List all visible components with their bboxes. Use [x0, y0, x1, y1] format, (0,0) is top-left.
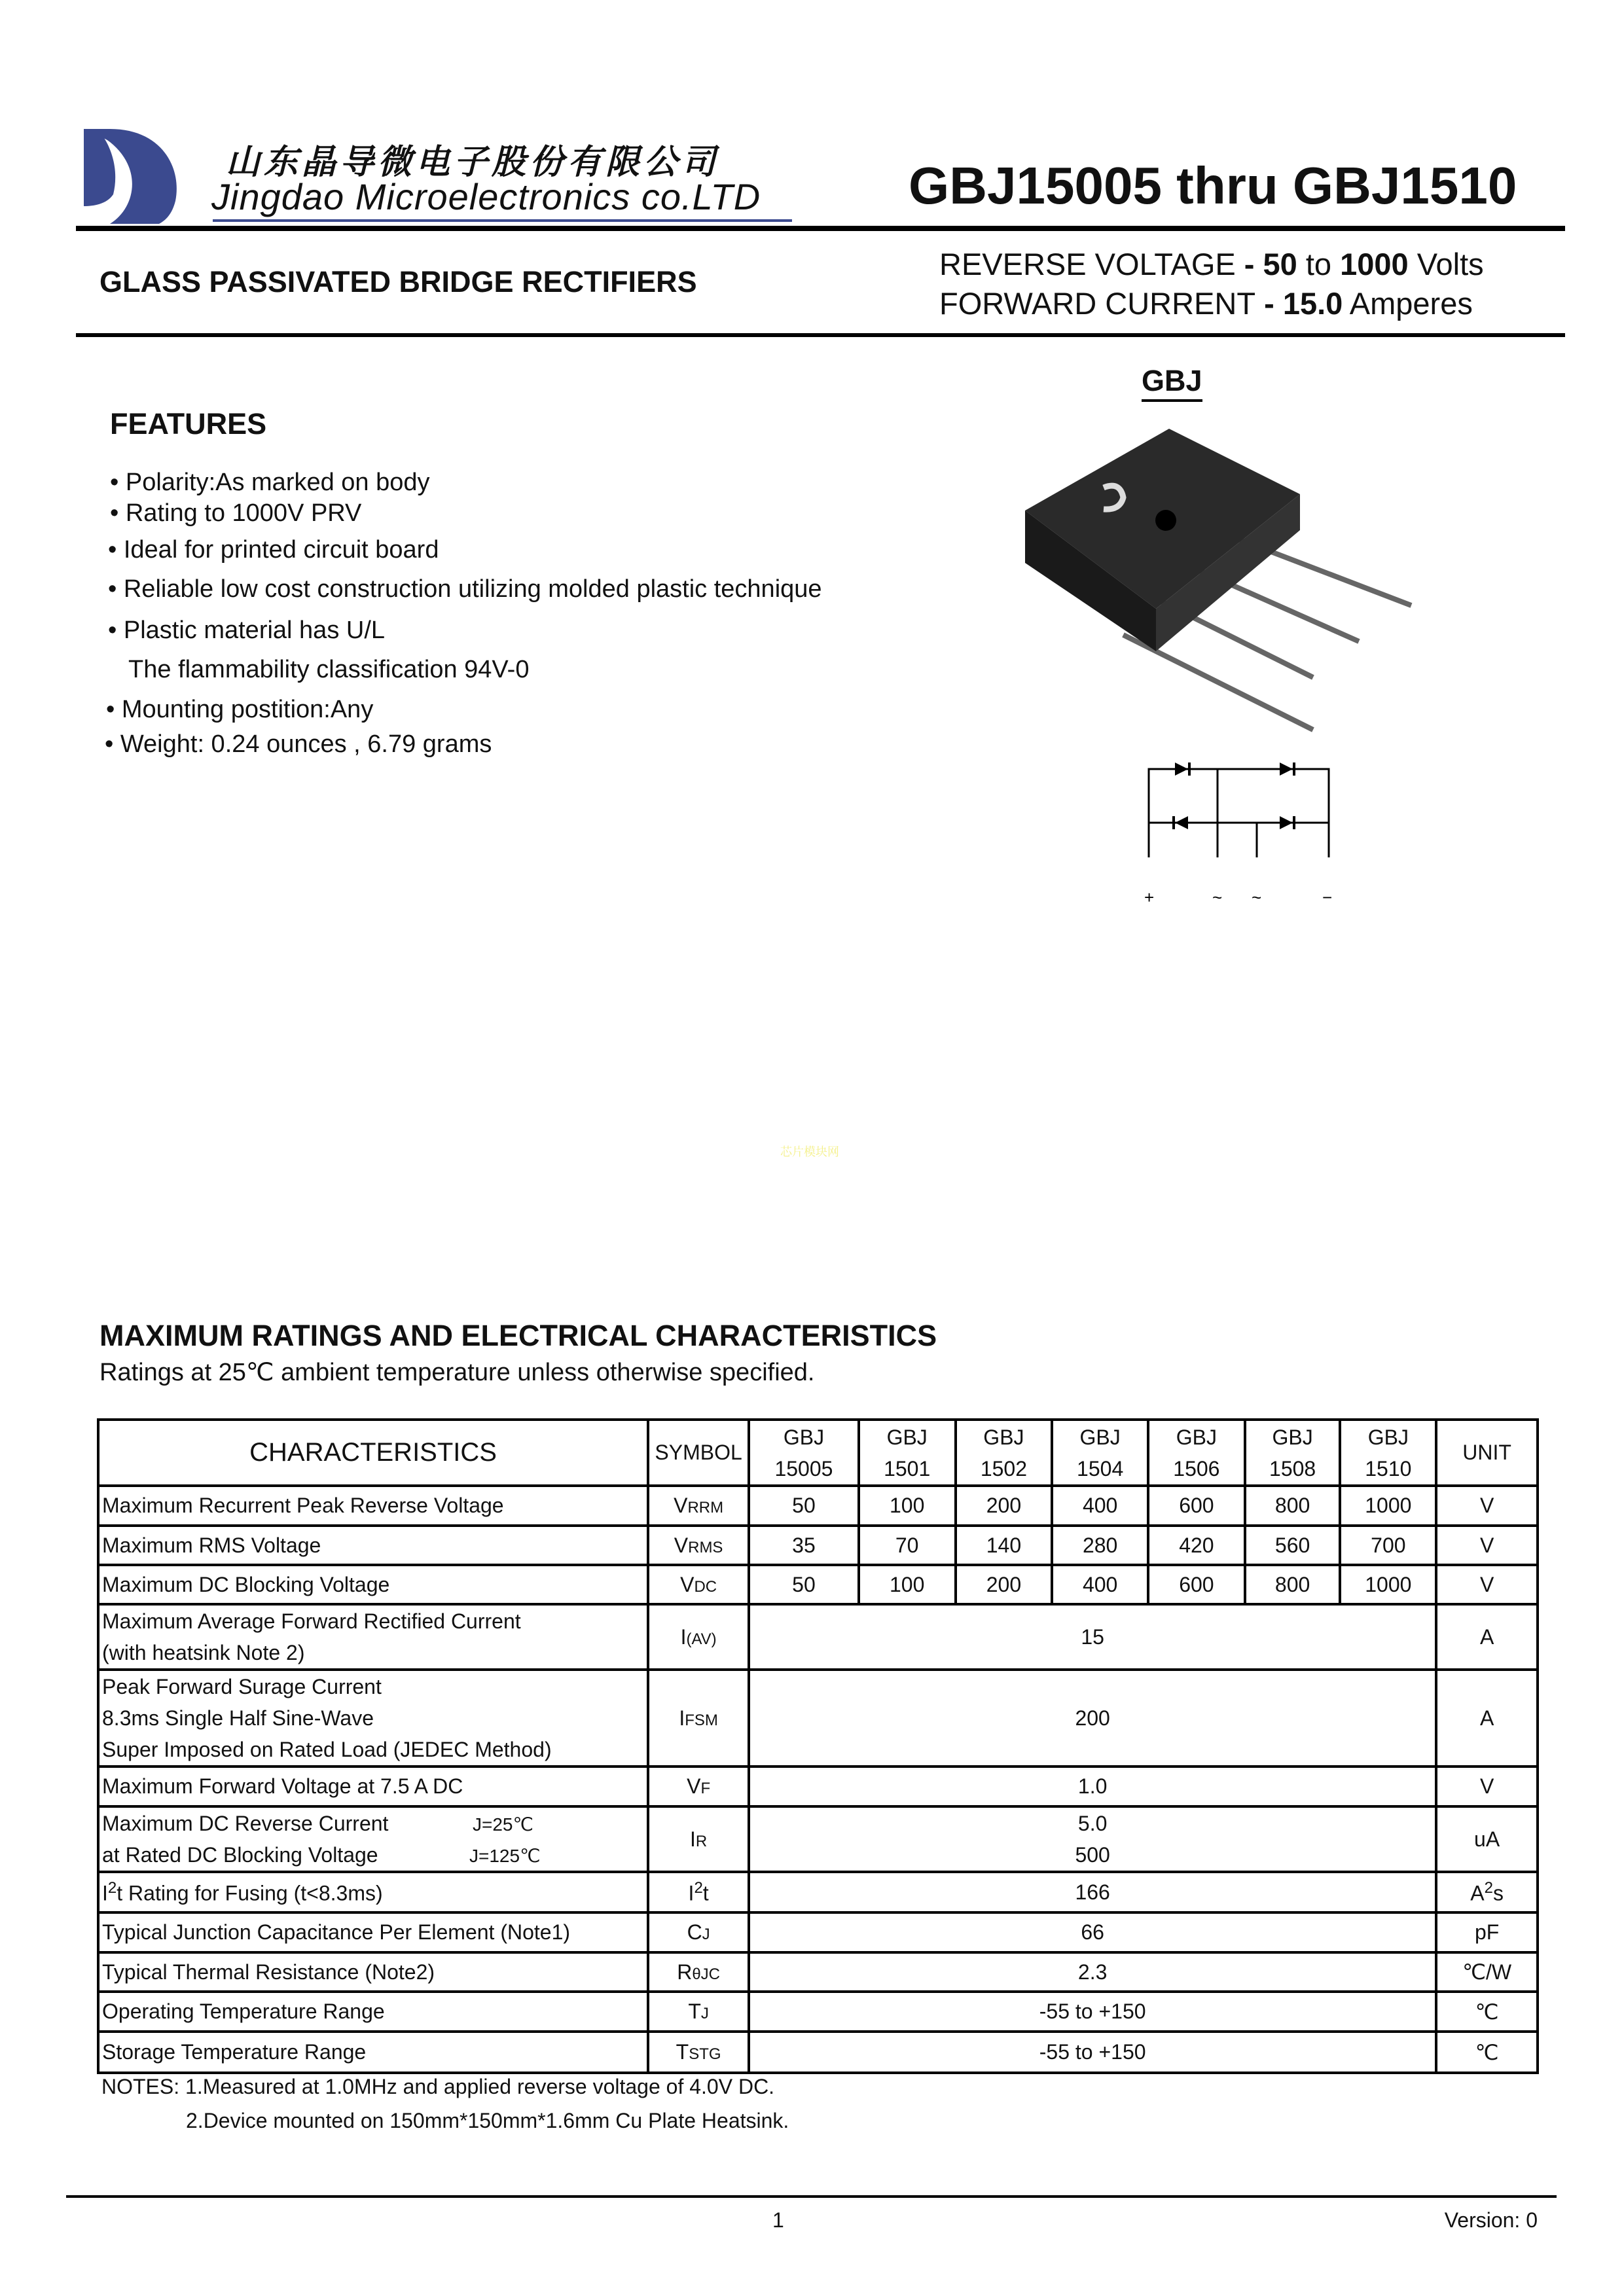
header-symbol: SYMBOL: [648, 1420, 749, 1486]
ratings-heading: MAXIMUM RATINGS AND ELECTRICAL CHARACTERISTICS: [99, 1319, 937, 1352]
row-value: 15: [749, 1604, 1436, 1670]
product-subtitle: GLASS PASSIVATED BRIDGE RECTIFIERS: [99, 265, 697, 298]
table-row-ir: [98, 1806, 1538, 1872]
header-part: GBJ 1508: [1245, 1420, 1341, 1486]
row-value: 166: [749, 1872, 1436, 1912]
row-symbol: TJ: [648, 1992, 749, 2032]
row-value: 700: [1340, 1526, 1436, 1565]
header-unit: UNIT: [1436, 1420, 1538, 1486]
row-unit: ℃: [1436, 1992, 1538, 2032]
pin-ac1: ~: [1212, 888, 1223, 906]
row-value: 280: [1052, 1526, 1148, 1565]
row-value: 600: [1148, 1565, 1245, 1604]
spec-divider: [76, 333, 1565, 337]
table-row-vrms: [98, 1526, 1538, 1565]
row-unit: ℃/W: [1436, 1952, 1538, 1992]
table-row-tstg: [98, 2032, 1538, 2073]
note-1: NOTES: 1.Measured at 1.0MHz and applied reverse voltage of 4.0V DC.: [101, 2075, 775, 2098]
row-value: 200: [956, 1565, 1053, 1604]
row-value: 800: [1245, 1486, 1341, 1526]
row-symbol: VRRM: [648, 1486, 749, 1526]
feature-item: • Reliable low cost construction utilizing molded plastic technique: [108, 575, 822, 603]
pin-minus: −: [1322, 888, 1333, 906]
feature-item: • Weight: 0.24 ounces , 6.79 grams: [105, 730, 492, 758]
company-logo: [84, 129, 182, 224]
feature-item: The flammability classification 94V-0: [128, 656, 530, 683]
table-row-vf: [98, 1767, 1538, 1806]
row-label: Typical Thermal Resistance (Note2): [98, 1952, 648, 1992]
pin-ac2: ~: [1252, 888, 1262, 906]
row-value: 50: [749, 1486, 859, 1526]
row-symbol: VRMS: [648, 1526, 749, 1565]
feature-item: • Ideal for printed circuit board: [108, 536, 439, 564]
row-value: 35: [749, 1526, 859, 1565]
row-value: 66: [749, 1912, 1436, 1952]
header-part: GBJ 1501: [859, 1420, 956, 1486]
row-label: Maximum DC Blocking Voltage: [98, 1565, 648, 1604]
row-unit: $A^2s$: [1436, 1872, 1538, 1912]
row-unit: A: [1436, 1604, 1538, 1670]
package-image: [1019, 425, 1418, 740]
table-header-row: [98, 1420, 1538, 1486]
bridge-circuit-diagram: [1139, 759, 1342, 906]
table-row-vrrm: [98, 1486, 1538, 1526]
row-value: 1000: [1340, 1565, 1436, 1604]
row-unit: uA: [1436, 1806, 1538, 1872]
reverse-voltage-spec: REVERSE VOLTAGE - 50 to 1000 Volts: [939, 247, 1484, 281]
row-label: Maximum DC Reverse Current at Rated DC Blocking Voltage J=25℃ J=125℃: [98, 1806, 648, 1872]
header-part: GBJ 1510: [1340, 1420, 1436, 1486]
version-label: Version: 0: [1444, 2208, 1538, 2232]
header-part: GBJ 1504: [1052, 1420, 1148, 1486]
row-value: 100: [859, 1565, 956, 1604]
row-symbol: CJ: [648, 1912, 749, 1952]
part-title: GBJ15005 thru GBJ1510: [909, 156, 1517, 215]
row-label: $I^2t$ Rating for Fusing (t<8.3ms): [98, 1872, 648, 1912]
watermark: 芯片模块网: [780, 1145, 839, 1159]
row-value: 600: [1148, 1486, 1245, 1526]
row-label: Maximum RMS Voltage: [98, 1526, 648, 1565]
company-name-en: Jingdao Microelectronics co.LTD: [211, 176, 761, 217]
row-value: 50: [749, 1565, 859, 1604]
package-label: GBJ: [1142, 364, 1202, 402]
row-symbol: TSTG: [648, 2032, 749, 2073]
row-label: Storage Temperature Range: [98, 2032, 648, 2073]
note-2: 2.Device mounted on 150mm*150mm*1.6mm Cu Plate Heatsink.: [186, 2109, 789, 2132]
logo-underline: [213, 219, 792, 222]
row-unit: V: [1436, 1565, 1538, 1604]
feature-item: • Polarity:As marked on body: [110, 469, 430, 496]
row-value: 560: [1245, 1526, 1341, 1565]
row-value: 200: [749, 1670, 1436, 1767]
row-value: 800: [1245, 1565, 1341, 1604]
row-value: 1.0: [749, 1767, 1436, 1806]
features-heading: FEATURES: [110, 407, 267, 440]
table-row-ifsm: [98, 1670, 1538, 1767]
row-value: -55 to +150: [749, 1992, 1436, 2032]
row-label: Maximum Average Forward Rectified Current (with heatsink Note 2): [98, 1604, 648, 1670]
feature-item: • Rating to 1000V PRV: [110, 499, 362, 527]
row-unit: A: [1436, 1670, 1538, 1767]
feature-item: • Mounting postition:Any: [106, 696, 374, 723]
row-unit: V: [1436, 1767, 1538, 1806]
table-row-vdc: [98, 1565, 1538, 1604]
row-unit: V: [1436, 1486, 1538, 1526]
row-value: 200: [956, 1486, 1053, 1526]
row-symbol: VDC: [648, 1565, 749, 1604]
row-label: Peak Forward Surage Current 8.3ms Single Half Sine-Wave Super Imposed on Rated Load (JEDEC Method): [98, 1670, 648, 1767]
row-symbol: VF: [648, 1767, 749, 1806]
ratings-subheading: Ratings at 25℃ ambient temperature unless otherwise specified.: [99, 1359, 815, 1386]
header-part: GBJ 1506: [1148, 1420, 1245, 1486]
ratings-table: [97, 1418, 1539, 2074]
row-unit: pF: [1436, 1912, 1538, 1952]
row-value: 100: [859, 1486, 956, 1526]
row-unit: V: [1436, 1526, 1538, 1565]
table-row-cj: [98, 1912, 1538, 1952]
row-value: 140: [956, 1526, 1053, 1565]
row-value: 400: [1052, 1565, 1148, 1604]
row-label: Maximum Recurrent Peak Reverse Voltage: [98, 1486, 648, 1526]
row-value: 400: [1052, 1486, 1148, 1526]
table-row-tj: [98, 1992, 1538, 2032]
row-value: 70: [859, 1526, 956, 1565]
page-number: 1: [772, 2208, 784, 2232]
forward-current-spec: FORWARD CURRENT - 15.0 Amperes: [939, 286, 1473, 321]
row-value: 420: [1148, 1526, 1245, 1565]
row-symbol: $I^2t$: [648, 1872, 749, 1912]
footer-divider: [66, 2195, 1557, 2198]
feature-item: • Plastic material has U/L: [108, 617, 386, 644]
row-value: -55 to +150: [749, 2032, 1436, 2073]
header-divider: [76, 226, 1565, 231]
table-row-i2t: [98, 1872, 1538, 1912]
row-label: Typical Junction Capacitance Per Element (Note1): [98, 1912, 648, 1952]
company-name-cn: 山东晶导微电子股份有限公司: [226, 143, 720, 182]
header-part: GBJ 15005: [749, 1420, 859, 1486]
row-symbol: RθJC: [648, 1952, 749, 1992]
row-value: 1000: [1340, 1486, 1436, 1526]
row-value: 5.0 500: [749, 1806, 1436, 1872]
header-part: GBJ 1502: [956, 1420, 1053, 1486]
row-label: Operating Temperature Range: [98, 1992, 648, 2032]
row-symbol: I(AV): [648, 1604, 749, 1670]
row-symbol: IFSM: [648, 1670, 749, 1767]
row-unit: ℃: [1436, 2032, 1538, 2073]
ir-condition-125c: J=125℃: [469, 1846, 541, 1866]
row-symbol: IR: [648, 1806, 749, 1872]
row-label: Maximum Forward Voltage at 7.5 A DC: [98, 1767, 648, 1806]
header-characteristics: CHARACTERISTICS: [98, 1420, 648, 1486]
table-row-iav: [98, 1604, 1538, 1670]
ir-condition-25c: J=25℃: [473, 1814, 533, 1835]
pin-plus: +: [1144, 888, 1155, 906]
table-row-rth: [98, 1952, 1538, 1992]
row-value: 2.3: [749, 1952, 1436, 1992]
